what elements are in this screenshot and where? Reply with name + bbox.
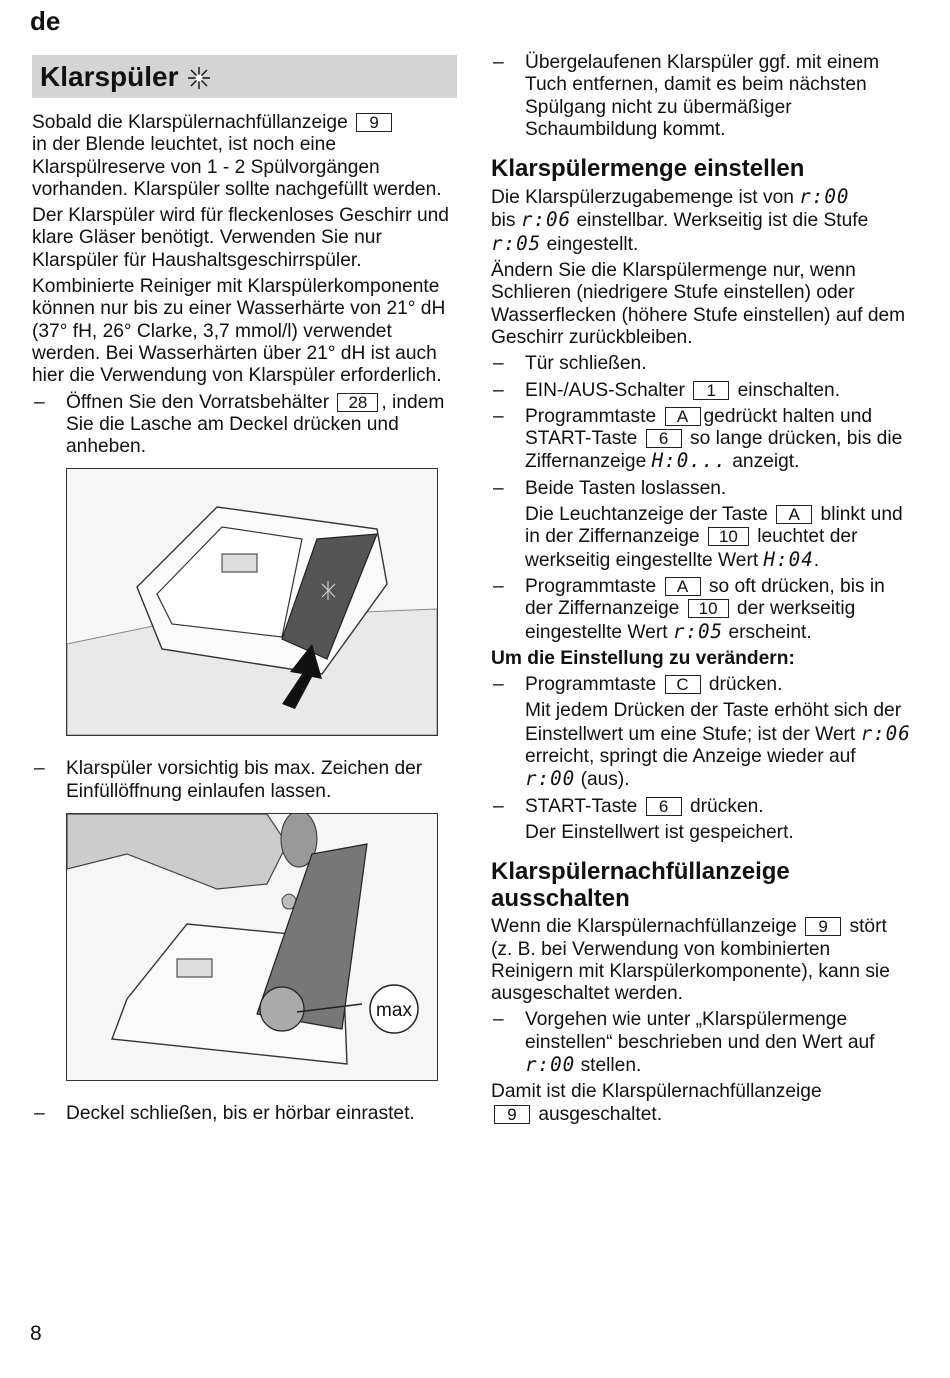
step-set-r00: – Vorgehen wie unter „Klarspülermenge einstellen“ beschrieben und den Wert auf r:00 stellen. — [491, 1009, 911, 1077]
display-value-r00: r:00 — [525, 1052, 576, 1076]
step-fill-rinse-aid: – Klarspüler vorsichtig bis max. Zeichen der Einfüllöffnung einlaufen lassen. — [32, 758, 457, 803]
heading-disable-indicator: Klarspülernachfüllanzeige ausschalten — [491, 858, 790, 913]
heading-set-amount: Klarspülermenge einstellen — [491, 155, 805, 183]
step-press-start: – START-Taste 6 drücken. — [491, 796, 911, 818]
display-ref-10: 10 — [708, 527, 749, 546]
indicator-ref-9: 9 — [356, 113, 392, 132]
page-number: 8 — [30, 1322, 42, 1345]
paragraph-refill-indicator: Sobald die Klarspülernachfüllanzeige 9 in der Blende leuchtet, ist noch eine Klarspülreserve von 1 - 2 Spülvorgängen vorhanden. Klarspüler sollte nachgefüllt werden. — [32, 112, 442, 200]
paragraph-disabled-result: Damit ist die Klarspülernachfüllanzeige 9 ausgeschaltet. — [491, 1081, 822, 1125]
display-value-r06: r:06 — [520, 208, 572, 232]
rinse-aid-star-icon — [187, 59, 211, 102]
display-value-r00: r:00 — [799, 185, 850, 209]
button-ref-C: C — [665, 675, 701, 694]
step-press-program-a: – Programmtaste A so oft drücken, bis in der Ziffernanzeige 10 der werkseitig eingestellte Wert r:05 erscheint. — [491, 576, 911, 644]
button-ref-A: A — [776, 505, 812, 524]
step-press-program-c: – Programmtaste C drücken. — [491, 674, 911, 696]
indicator-ref-9: 9 — [805, 917, 841, 936]
right-column — [491, 52, 911, 1130]
note-increase-level: Mit jedem Drücken der Taste erhöht sich der Einstellwert um eine Stufe; ist der Wert r:06 erreicht, springt die Anzeige wieder auf r:00 (aus). — [525, 700, 911, 791]
step-close-door: – Tür schließen. — [491, 353, 911, 375]
button-ref-6: 6 — [646, 797, 682, 816]
section-title-bar — [32, 55, 457, 98]
display-value-r00: r:00 — [525, 767, 576, 791]
display-value-h04: H:04 — [763, 547, 814, 571]
switch-ref-1: 1 — [693, 381, 729, 400]
heading-change-setting: Um die Einstellung zu verändern: — [491, 647, 795, 669]
left-column — [32, 52, 457, 1129]
figure-open-dispenser — [66, 468, 438, 736]
container-ref-28: 28 — [337, 393, 378, 412]
note-saved: Der Einstellwert ist gespeichert. — [525, 821, 794, 843]
step-power-on: – EIN-/AUS-Schalter 1 einschalten. — [491, 380, 911, 402]
max-label: max — [376, 1000, 412, 1022]
display-value-h0: H:0... — [651, 449, 727, 473]
button-ref-6: 6 — [646, 429, 682, 448]
step-open-container: – Öffnen Sie den Vorratsbehälter 28 , indem Sie die Lasche am Deckel drücken und anheben. — [32, 392, 457, 459]
language-tag: de — [30, 6, 61, 36]
display-value-r05: r:05 — [491, 231, 542, 255]
paragraph-purpose: Der Klarspüler wird für fleckenloses Geschirr und klare Gläser benötigt. Verwenden Sie nur Klarspüler für Haushaltsgeschirrspüler. — [32, 205, 449, 271]
paragraph-disable-reason: Wenn die Klarspülernachfüllanzeige 9 stört (z. B. bei Verwendung von kombinierten Reinigern mit Klarspülerkomponente), kann sie ausgeschaltet werden. — [491, 916, 890, 1005]
button-ref-A: A — [665, 407, 701, 426]
display-value-r06: r:06 — [860, 721, 911, 745]
display-value-r05: r:05 — [672, 619, 724, 643]
step-close-lid: – Deckel schließen, bis er hörbar einrastet. — [32, 1103, 457, 1125]
step-remove-overflow: – Übergelaufenen Klarspüler ggf. mit einem Tuch entfernen, damit es beim nächsten Spülgang nicht zu übermäßiger Schaumbildung kommt. — [491, 52, 911, 141]
note-blinking-indicator: Die Leuchtanzeige der Taste A blinkt und in der Ziffernanzeige 10 leuchtet der werkseitig eingestellte Wert H:04. — [525, 504, 903, 571]
indicator-ref-9: 9 — [494, 1105, 530, 1124]
figure-fill-dispenser — [66, 813, 438, 1081]
section-title: Klarspüler — [40, 61, 179, 92]
paragraph-when-to-change: Ändern Sie die Klarspülermenge nur, wenn Schlieren (niedrigere Stufe einstellen) oder Wasserflecken (höhere Stufe einstellen) auf dem Geschirr zurückbleiben. — [491, 260, 906, 348]
paragraph-amount-range: Die Klarspülerzugabemenge ist von r:00 bis r:06 einstellbar. Werkseitig ist die Stufe r:05 eingestellt. — [491, 185, 869, 255]
display-ref-10: 10 — [688, 599, 729, 618]
step-release-buttons: – Beide Tasten loslassen. — [491, 478, 911, 500]
button-ref-A: A — [665, 577, 701, 596]
step-hold-buttons: – Programmtaste A gedrückt halten und START-Taste 6 so lange drücken, bis die Ziffernanzeige H:0... anzeigt. — [491, 406, 911, 474]
paragraph-combined-detergents: Kombinierte Reiniger mit Klarspülerkomponente können nur bis zu einer Wasserhärte von 21° dH (37° fH, 26° Clarke, 3,7 mmol/l) verwendet werden. Bei Wasserhärten über 21° dH ist auch hier die Verwendung von Klarspüler erforderlich. — [32, 276, 446, 387]
